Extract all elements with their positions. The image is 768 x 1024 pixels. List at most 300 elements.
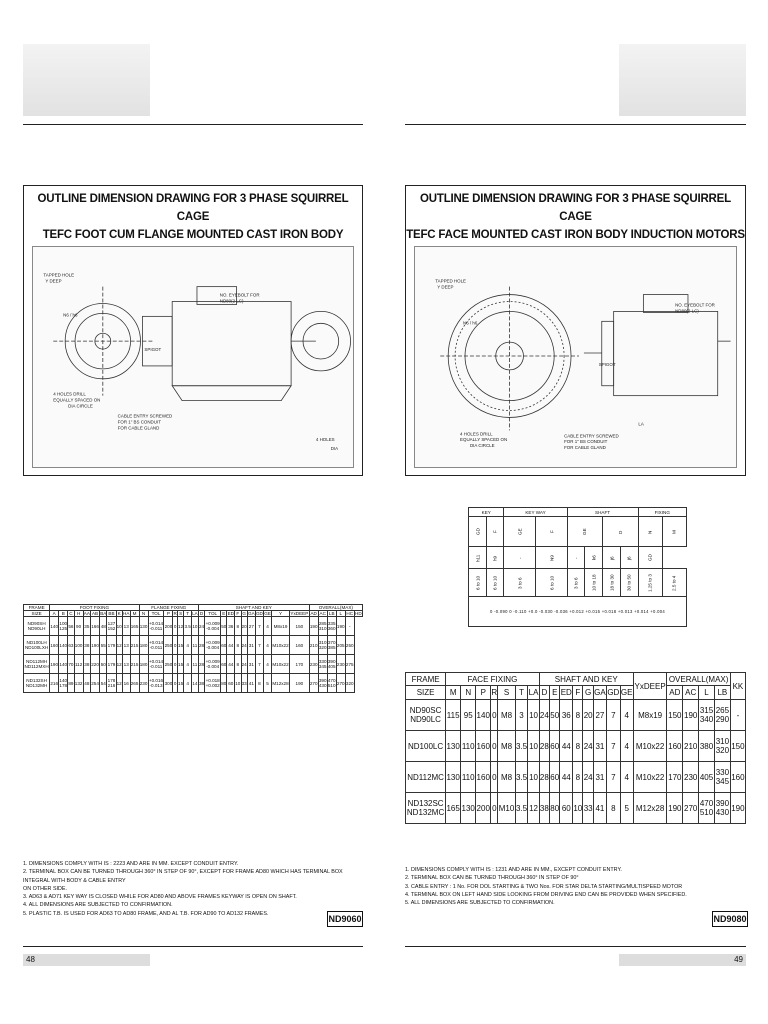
drawing-label: 4 HOLES DRILL <box>460 431 493 437</box>
table-column-header: T <box>515 686 528 700</box>
table-cell: 33 <box>583 793 593 824</box>
table-cell: 215 <box>130 636 139 655</box>
table-cell: 230 <box>336 655 345 674</box>
catalog-code-right: ND9080 <box>712 911 748 927</box>
table-cell: 12 <box>177 617 183 636</box>
table-cell: 38 <box>539 793 549 824</box>
table-column-header: GE <box>620 686 633 700</box>
table-cell: 5 <box>620 793 633 824</box>
size-range-cell: 6 to 10 <box>536 569 568 597</box>
table-cell: 4 <box>184 655 192 674</box>
table-column-header: TOL <box>148 611 164 617</box>
table-cell: 370 385 <box>327 636 336 655</box>
table-group-header: OVERALL(MAX) <box>668 674 729 684</box>
table-cell: 285 310 <box>318 617 327 636</box>
page-number-right: 49 <box>734 955 743 964</box>
table-cell: M10x22 <box>633 762 667 793</box>
table-cell: 56 <box>68 617 74 636</box>
table-column-header: R <box>491 686 498 700</box>
table-cell: 4 <box>264 655 272 674</box>
table-cell: 0 <box>491 762 498 793</box>
table-cell: 60 <box>560 793 573 824</box>
table-column-header: S <box>179 611 183 616</box>
table-cell: 50 <box>100 655 107 674</box>
table-cell: 4 <box>620 731 633 762</box>
table-cell: 250 <box>164 655 173 674</box>
table-cell: 390 430 <box>714 793 730 824</box>
table-cell: 132 <box>74 674 83 693</box>
drawing-label: FOR 1" BS CONDUIT <box>117 419 161 425</box>
table-column-header: F <box>536 517 568 547</box>
drawing-label: NO. EYEBOLT FOR <box>675 302 715 308</box>
table-cell: 3 <box>515 700 528 731</box>
table-column-header: H <box>74 611 83 617</box>
drawing-label: CABLE ENTRY SCREWED <box>117 413 173 419</box>
note-line: 5. ALL DIMENSIONS ARE SUBJECTED TO CONFIRMATION. <box>405 900 555 907</box>
table-row <box>406 793 746 824</box>
table-column-header: P <box>164 611 173 617</box>
table-cell: 15 <box>177 674 183 693</box>
table-column-header: T <box>184 611 192 617</box>
table-cell: 179 <box>107 636 116 655</box>
tolerance-class-cell: h9 <box>486 547 504 569</box>
table-cell: 160 <box>476 762 491 793</box>
table-cell: - <box>730 700 745 731</box>
drawing-label: DIA CIRCLE <box>469 443 495 449</box>
table-cell: 44 <box>560 731 573 762</box>
size-range-cell: 2.5 to 4 <box>662 569 686 597</box>
table-group-header: FRAME <box>406 673 446 686</box>
note-line: 4. TERMINAL BOX ON LEFT HAND SIDE LOOKING FROM DRIVING END CAN BE PROVIDED WHEN SPECIFIED. <box>405 891 687 898</box>
size-range-cell: 10 to 18 <box>585 569 603 597</box>
drawing-label: LA <box>638 421 644 427</box>
tolerance-class-cell: N9 <box>536 547 568 569</box>
footer-bar-right <box>619 954 746 966</box>
table-cell: 60 <box>221 655 227 674</box>
table-cell: 115 <box>446 700 461 731</box>
table-cell: 0 <box>491 731 498 762</box>
table-cell: 190 <box>667 793 683 824</box>
note-line: 3. AD63 & AD71 KEY WAY IS CLOSED WHILE FOR AD80 AND ABOVE FRAMES KEYWAY IS OPEN ON SHAFT. <box>23 894 297 901</box>
table-cell: +0.018 +0.002 <box>205 674 221 693</box>
table-cell: 190 <box>290 674 310 693</box>
table-column-header: Y <box>271 611 289 617</box>
table-cell: 31 <box>247 636 255 655</box>
table-cell: 190 <box>91 636 100 655</box>
table-cell: 100 <box>74 636 83 655</box>
table-column-header: LB <box>714 686 730 700</box>
drawing-label: EQUALLY SPACED ON <box>460 437 508 443</box>
table-column-header: F <box>236 611 240 616</box>
table-cell: 7 <box>607 731 621 762</box>
table-column-header: N <box>139 611 148 617</box>
table-group-header: OVERALL(MAX) <box>309 605 362 611</box>
table-column-header: GE <box>504 517 536 547</box>
footer-rule-left <box>23 946 363 947</box>
table-row <box>24 617 363 636</box>
footer-bar-left <box>23 954 150 966</box>
table-cell: M10x22 <box>271 636 289 655</box>
table-column-header: AB <box>91 611 99 616</box>
size-range-cell: 30 to 50 <box>620 569 638 597</box>
table-cell: 8 <box>573 762 583 793</box>
note-line: 1. DIMENSIONS COMPLY WITH IS : 1231 AND ARE IN MM., EXCEPT CONDUIT ENTRY. <box>405 867 622 873</box>
table-cell: +0.014 -0.011 <box>148 636 164 655</box>
table-column-header: GA <box>593 686 606 700</box>
table-cell: 12 <box>116 655 122 674</box>
table-cell: +0.016 -0.013 <box>148 674 164 693</box>
table-column-header: SIZE <box>24 611 50 617</box>
table-cell: 12 <box>528 793 539 824</box>
table-cell: 130 <box>446 731 461 762</box>
table-cell: 180 <box>139 636 148 655</box>
drawing-label: N6 / h6 <box>463 320 478 326</box>
drawing-label: 4 HOLES <box>315 437 335 443</box>
drawing-label: ND80(2 LC) <box>675 308 699 314</box>
table-column-header: M <box>130 611 139 617</box>
table-column-header: GE <box>264 611 271 616</box>
page-number-left: 48 <box>26 955 35 964</box>
table-column-header: ED <box>560 686 573 700</box>
table-cell: 200 <box>164 617 173 636</box>
tolerance-class-cell: k6 <box>585 547 603 569</box>
table-column-header: AA <box>83 611 90 616</box>
table-cell: 44 <box>227 636 235 655</box>
header-logo-placeholder-left <box>23 44 150 116</box>
table-cell: 36 <box>227 617 235 636</box>
tolerance-table-wrapper <box>468 507 687 627</box>
drawing-label: SPIGOT <box>598 361 616 367</box>
table-cell: 48 <box>83 674 90 693</box>
table-cell: 250 <box>164 636 173 655</box>
drawing-label: NO. EYEBOLT FOR <box>219 292 260 298</box>
table-cell: 13 <box>122 655 130 674</box>
table-cell: 38 <box>83 655 90 674</box>
table-group-header: KEY WAY <box>504 508 567 517</box>
drawing-label: SPIGOT <box>144 347 162 353</box>
table-cell: 0 <box>173 636 178 655</box>
table-column-header: L <box>699 686 715 700</box>
table-cell: 60 <box>550 731 560 762</box>
table-column-header: AD <box>310 611 317 616</box>
table-cell: +0.014 -0.011 <box>148 617 164 636</box>
table-cell: 3.5 <box>515 762 528 793</box>
table-group-header: KEY <box>469 508 504 517</box>
table-cell: 12 <box>116 636 122 655</box>
table-column-header: M <box>662 517 686 547</box>
table-cell: 216 <box>50 674 59 693</box>
tolerance-class-cell: j6 <box>620 547 638 569</box>
table-cell: 190 <box>50 655 59 674</box>
title-line-2: TEFC FOOT CUM FLANGE MOUNTED CAST IRON BODY <box>42 229 344 241</box>
size-range-cell: 6 to 10 <box>469 569 487 597</box>
table-column-header: AC <box>319 611 326 616</box>
table-group-header: KK <box>730 673 745 700</box>
motor-drawing-svg <box>415 247 736 467</box>
dimension-table-left <box>23 604 363 693</box>
table-cell: ND112MH ND112MXH <box>24 655 50 674</box>
table-cell: 250 <box>345 636 354 655</box>
table-column-header: GD <box>255 611 263 616</box>
table-cell: 180 <box>139 655 148 674</box>
table-cell: 190 <box>309 617 318 636</box>
table-cell: 24 <box>198 617 204 636</box>
table-cell: 13 <box>122 617 130 636</box>
table-cell: 270 <box>336 674 345 693</box>
table-cell: 8 <box>607 793 621 824</box>
footer-rule-right <box>405 946 746 947</box>
table-cell: +0.009 -0.004 <box>205 636 221 655</box>
tolerance-class-cell: GD <box>638 547 662 569</box>
table-cell: 140 <box>59 636 68 655</box>
table-cell: 170 <box>290 655 310 674</box>
table-cell: 254 <box>91 674 100 693</box>
table-cell: 210 <box>309 636 318 655</box>
dimension-table-left-wrapper <box>23 604 363 693</box>
table-group-header: FOOT FIXING <box>50 605 139 611</box>
table-cell: 310 320 <box>714 731 730 762</box>
table-cell: 4 <box>184 674 192 693</box>
table-column-header: LA <box>192 611 198 616</box>
table-cell: 160 <box>50 636 59 655</box>
table-cell: 24 <box>241 655 247 674</box>
table-column-header: LB <box>328 611 335 616</box>
table-cell: 44 <box>560 762 573 793</box>
table-cell: 310 320 <box>318 636 327 655</box>
table-column-header: K <box>117 611 121 616</box>
tolerance-table <box>468 507 687 627</box>
table-column-header: GA <box>248 611 255 616</box>
table-row <box>406 762 746 793</box>
table-cell: 28 <box>198 636 204 655</box>
table-cell: 160 <box>667 731 683 762</box>
table-cell: M8x19 <box>271 617 289 636</box>
table-cell: 270 <box>683 793 699 824</box>
drawing-label: FOR CABLE GLAND <box>117 425 160 431</box>
table-cell: 405 <box>699 762 715 793</box>
table-cell: 28 <box>198 655 204 674</box>
table-cell: 90 <box>74 617 83 636</box>
table-cell: 140 178 <box>59 674 68 693</box>
table-cell: 160 <box>730 762 745 793</box>
table-cell: 38 <box>198 674 204 693</box>
table-column-header: S <box>498 686 515 700</box>
table-cell: +0.009 -0.004 <box>205 617 221 636</box>
table-cell: 160 <box>476 731 491 762</box>
table-cell: M8 <box>498 731 515 762</box>
table-cell: 210 <box>683 731 699 762</box>
table-cell: 55 <box>100 636 107 655</box>
table-cell: 28 <box>539 731 549 762</box>
table-column-header: SIZE <box>406 686 446 700</box>
table-cell: 13 <box>122 636 130 655</box>
table-column-header: BB <box>108 611 115 616</box>
note-line: 2. TERMINAL BOX CAN BE TURNED THROUGH 360° IN STEP OF 90° <box>405 875 579 882</box>
table-cell: 95 <box>461 700 476 731</box>
table-cell: 8 <box>235 636 241 655</box>
note-line: 3. CABLE ENTRY : 1 No. FOR DOL STARTING & TWO Nos. FOR STAR DELTA STARTING/MULTISPEED MOTOR <box>405 883 683 890</box>
table-group-header: FLANGE FIXING <box>139 605 198 611</box>
table-group-header: SHAFT <box>567 508 638 517</box>
table-cell: 270 <box>309 674 318 693</box>
table-cell: 230 <box>309 655 318 674</box>
table-cell: 20 <box>583 700 593 731</box>
title-line-1: OUTLINE DIMENSION DRAWING FOR 3 PHASE SQUIRREL CAGE <box>420 193 731 223</box>
table-cell: 20 <box>241 617 247 636</box>
table-cell: 390 430 <box>318 674 327 693</box>
dimension-table-right <box>405 672 746 824</box>
table-column-header: G <box>583 686 593 700</box>
note-line: 4. ALL DIMENSIONS ARE SUBJECTED TO CONFIRMATION. <box>23 902 173 909</box>
table-cell: 3.5 <box>515 731 528 762</box>
table-cell: 0 <box>491 700 498 731</box>
table-column-header: N <box>461 686 476 700</box>
table-cell: 31 <box>593 731 606 762</box>
table-cell: +0.014 -0.011 <box>148 655 164 674</box>
table-cell: 14 <box>191 674 198 693</box>
table-column-header: YxDEEP <box>290 611 309 616</box>
table-cell: 80 <box>550 793 560 824</box>
table-cell: M8 <box>498 700 515 731</box>
table-cell: 0 <box>173 674 178 693</box>
table-cell: 60 <box>550 762 560 793</box>
table-cell: ND100LH ND100LXH <box>24 636 50 655</box>
drawing-label: DIA CIRCLE <box>68 403 93 409</box>
table-cell: 10 <box>528 731 539 762</box>
table-row <box>24 636 363 655</box>
table-column-header: D <box>199 611 204 616</box>
table-group-header: FACE FIXING <box>446 673 540 686</box>
table-column-header: L <box>336 611 345 617</box>
drawing-label: N6 / h6 <box>63 312 78 318</box>
tolerance-values-cell: 0 -0.090 0 -0.110 +0.0 -0.030 -0.036 +0.012 +0.015 +0.018 +0.013 +0.014 +0.004 <box>469 597 687 627</box>
table-column-header: LA <box>528 686 539 700</box>
table-cell: 265 <box>130 674 139 693</box>
table-cell: 7 <box>255 655 263 674</box>
table-cell: 4 <box>620 762 633 793</box>
table-cell: 4 <box>184 636 192 655</box>
table-cell: 190 <box>336 617 345 636</box>
table-cell: 4 <box>264 617 272 636</box>
motor-drawing-svg <box>33 247 353 467</box>
table-cell: 7 <box>255 636 263 655</box>
table-cell: 60 <box>227 674 235 693</box>
table-cell: 7 <box>607 762 621 793</box>
drawing-label: ND80(2 LC) <box>219 298 244 304</box>
size-range-cell: 6 to 10 <box>486 569 504 597</box>
table-cell: 50 <box>550 700 560 731</box>
notes-right <box>405 866 705 907</box>
table-row <box>24 674 363 693</box>
note-line: ON OTHER SIDE. <box>23 885 68 892</box>
table-column-header: E <box>550 686 560 700</box>
table-column-header: R <box>173 611 177 616</box>
table-column-header: GD <box>607 686 621 700</box>
table-column-header: BA <box>100 611 107 616</box>
header-rule-left <box>23 124 363 125</box>
table-cell: 205 <box>336 636 345 655</box>
table-cell: 8 <box>255 674 263 693</box>
table-cell: 150 <box>290 617 310 636</box>
table-column-header: A <box>50 611 59 617</box>
table-cell: 190 <box>683 700 699 731</box>
size-range-cell: 3 to 6 <box>567 569 585 597</box>
table-cell: 200 <box>476 793 491 824</box>
table-column-header: AD <box>667 686 683 700</box>
table-cell: M10x22 <box>633 731 667 762</box>
table-cell: 5 <box>264 674 272 693</box>
table-cell: 179 <box>107 655 116 674</box>
table-column-header: D <box>539 686 549 700</box>
table-cell: 0 <box>173 617 178 636</box>
table-cell: 130 <box>461 793 476 824</box>
table-cell: 470 510 <box>699 793 715 824</box>
table-cell: - <box>345 617 354 636</box>
table-cell: ND90SH ND90LH <box>24 617 50 636</box>
table-cell: M12x28 <box>633 793 667 824</box>
table-cell: 41 <box>247 674 255 693</box>
table-cell: 31 <box>593 762 606 793</box>
table-cell: 3.5 <box>515 793 528 824</box>
header-logo-placeholder-right <box>619 44 746 116</box>
table-cell: M8x19 <box>633 700 667 731</box>
drawing-label: DIA <box>330 446 339 452</box>
table-column-header: GD <box>469 517 487 547</box>
note-line: 2. TERMINAL BOX CAN BE TURNED THROUGH 360° IN STEP OF 90°, EXCEPT FOR FRAME AD80 WHICH HAS TERMINAL BOX INTEGRAL WITH BODY & CABLE ENTRY <box>23 869 343 884</box>
table-row <box>24 655 363 674</box>
table-cell: 80 <box>221 674 227 693</box>
table-cell: ND100LC <box>406 731 446 762</box>
table-cell: +0.009 -0.004 <box>205 655 221 674</box>
table-cell: M8 <box>498 762 515 793</box>
table-cell: 166 <box>91 617 100 636</box>
table-cell: ND112MC <box>406 762 446 793</box>
table-cell: 11 <box>191 636 198 655</box>
table-cell: 44 <box>227 655 235 674</box>
table-cell: 4 <box>264 636 272 655</box>
table-cell: 24 <box>539 700 549 731</box>
table-cell: 27 <box>593 700 606 731</box>
table-column-header: B <box>59 611 68 617</box>
table-cell: 10 <box>573 793 583 824</box>
table-cell: 70 <box>68 655 74 674</box>
table-row <box>406 731 746 762</box>
table-cell: 165 <box>446 793 461 824</box>
size-range-cell: 1.25 to 3 <box>638 569 662 597</box>
drawing-label: Y DEEP <box>45 278 62 284</box>
table-cell: 24 <box>241 636 247 655</box>
table-cell: 50 <box>221 617 227 636</box>
table-column-header: M <box>446 686 461 700</box>
table-column-header: F <box>486 517 504 547</box>
table-group-header: SHAFT AND KEY <box>539 673 633 686</box>
table-cell: 4 <box>620 700 633 731</box>
table-cell: 150 <box>730 731 745 762</box>
table-cell: 130 <box>446 762 461 793</box>
title-line-1: OUTLINE DIMENSION DRAWING FOR 3 PHASE SQUIRREL CAGE <box>37 193 349 223</box>
table-cell: 100 125 <box>59 617 68 636</box>
table-column-header: P <box>476 686 491 700</box>
drawing-label: FOR CABLE GLAND <box>564 445 606 451</box>
table-cell: 7 <box>255 617 263 636</box>
table-cell: 0 <box>491 793 498 824</box>
table-cell: 320 <box>345 674 354 693</box>
table-cell: 31 <box>247 655 255 674</box>
table-column-header: HC <box>346 611 354 616</box>
table-cell: 8 <box>235 655 241 674</box>
table-column-header: AC <box>683 686 699 700</box>
table-cell: 170 <box>667 762 683 793</box>
